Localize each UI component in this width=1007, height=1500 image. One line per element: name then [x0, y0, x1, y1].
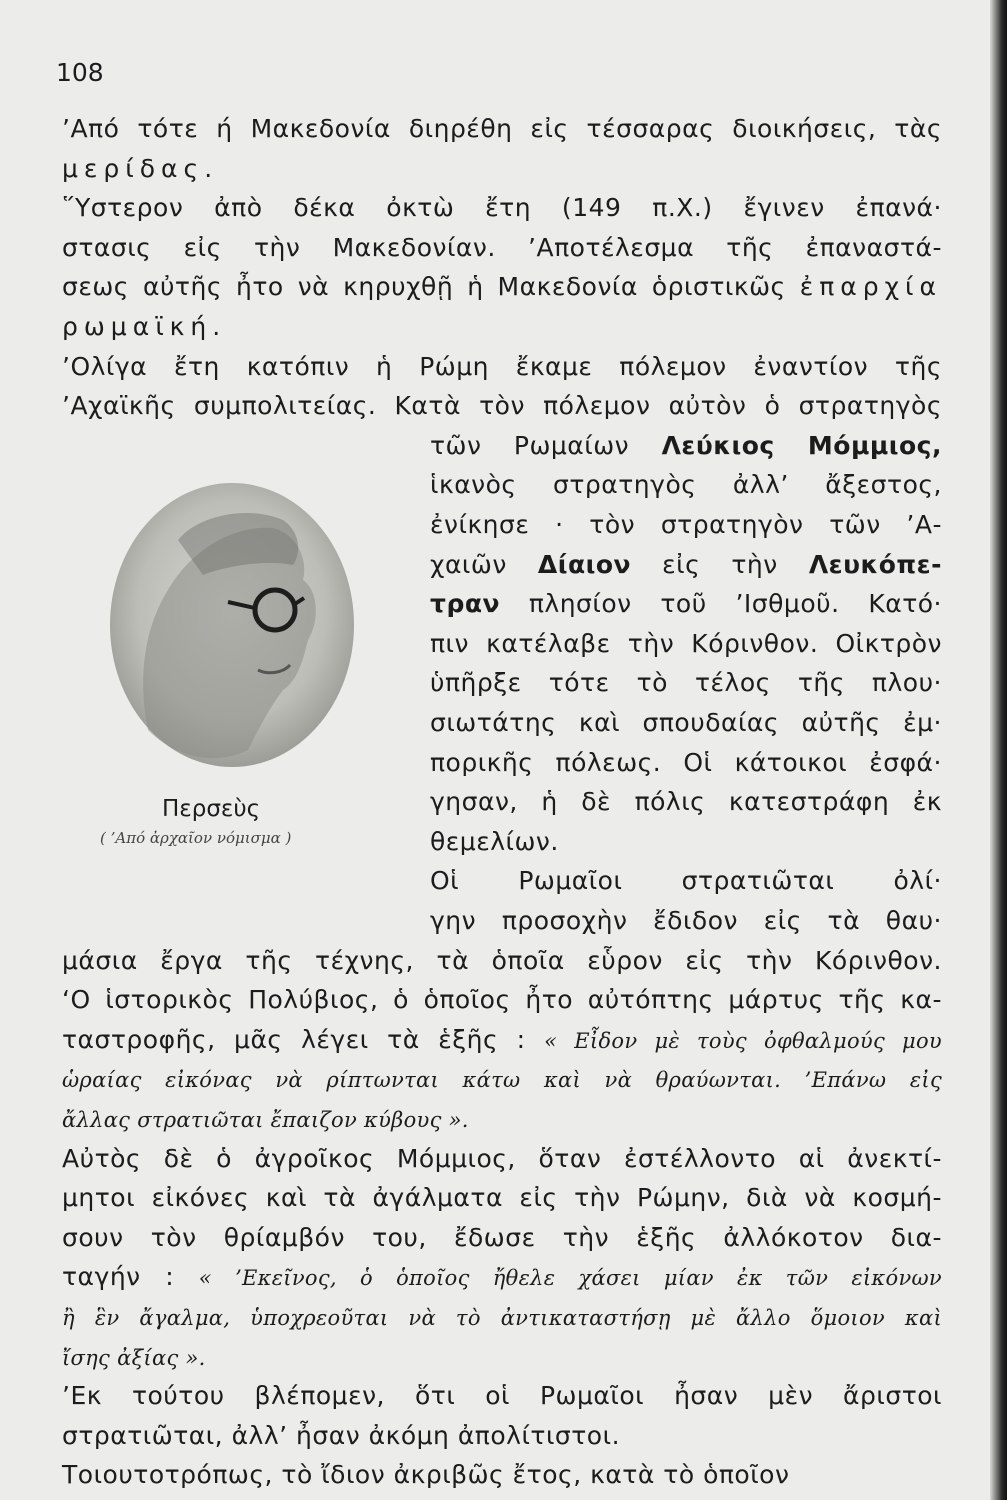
text-segment: γησαν, ἡ δὲ πόλις κατεστράφη ἐκ	[430, 787, 942, 817]
text-line	[62, 1023, 942, 1058]
text-line	[62, 1181, 942, 1215]
text-segment: ῞Υστερον ἀπὸ δέκα ὀκτὼ ἔτη (149 π.Χ.) ἔγινεν ἐπανά·	[62, 193, 942, 223]
text-segment: Τοιουτοτρόπως, τὸ ἴδιον ἀκριβῶς ἔτος, κατὰ τὸ ὁποῖον	[62, 1460, 790, 1490]
text-segment: Λευκόπε-	[808, 549, 942, 579]
text-segment: ’Από τότε ή Μακεδονία διηρέθη εἰς τέσσαρας διοικήσεις, τὰς	[62, 114, 942, 143]
text-line	[62, 1142, 942, 1176]
text-line	[62, 983, 942, 1017]
text-segment: Δίαιον	[537, 549, 632, 579]
text-line	[62, 944, 942, 978]
text-segment: σιωτάτης καὶ σπουδαίας αὐτῆς ἐμ·	[430, 708, 942, 737]
text-segment: πλησίον τοῦ ’Ισθμοῦ. Κατό·	[500, 589, 942, 619]
text-line	[62, 389, 942, 423]
text-segment: θεμελίων.	[430, 826, 559, 856]
text-segment: « ’Εκεῖνος, ὁ ὁποῖος ἤθελε χάσει μίαν ἐκ τῶν εἰκόνων	[198, 1266, 942, 1291]
text-segment: στρατιῶται, ἀλλ’ ἦσαν ἀκόμη ἀπολίτιστοι.	[62, 1420, 621, 1450]
text-segment: πιν κατέλαβε τὴν Κόρινθον. Οἰκτρὸν	[430, 628, 942, 658]
page-edge-shadow	[990, 0, 1007, 1500]
text-segment: Λεύκιος Μόμμιος,	[661, 430, 942, 460]
text-segment: εἰς τὴν	[631, 549, 809, 579]
text-line	[62, 1379, 942, 1413]
text-segment: γην προσοχὴν ἔδιδον εἰς τὰ θαυ·	[430, 906, 942, 935]
text-line	[430, 904, 942, 938]
text-segment: Αὐτὸς δὲ ὁ ἀγροῖκος Μόμμιος, ὅταν ἐστέλλοντο αἱ ἀνεκτί-	[62, 1143, 942, 1173]
text-line	[62, 270, 942, 304]
text-line	[430, 468, 942, 502]
text-line	[62, 1340, 942, 1375]
text-line	[62, 350, 942, 384]
text-line	[62, 152, 942, 186]
text-segment: ὑπῆρξε τότε τὸ τέλος τῆς πλου·	[430, 668, 942, 698]
text-line	[62, 1062, 942, 1097]
text-segment: ταγήν :	[62, 1262, 199, 1292]
text-segment: ἱκανὸς στρατηγὸς ἀλλ’ ἄξεστος,	[430, 470, 942, 500]
text-segment: ἢ ἓν ἄγαλμα, ὑποχρεοῦται νὰ τὸ ἀντικαταστήσῃ μὲ ἄλλο ὅμοιον καὶ	[62, 1306, 942, 1330]
text-segment: ἐπαρχία	[799, 272, 942, 302]
text-segment: ἄλλας στρατιῶται ἔπαιζον κύβους ».	[62, 1108, 469, 1132]
image-caption-title: Περσεὺς	[162, 796, 261, 822]
text-segment: « Εἶδον μὲ τοὺς ὀφθαλμούς μου	[544, 1028, 942, 1053]
text-line	[62, 1300, 942, 1335]
text-segment: μάσια ἔργα τῆς τέχνης, τὰ ὁποῖα εὗρον εἰς τὴν Κόρινθον.	[62, 945, 942, 975]
text-segment: ταστροφῆς, μᾶς λέγει τὰ ἑξῆς :	[62, 1024, 545, 1054]
text-line	[430, 627, 942, 661]
text-segment: ὡραίας εἰκόνας νὰ ρίπτωνται κάτω καὶ νὰ θραύωνται. ’Επάνω εἰς	[62, 1068, 942, 1093]
page-number: 108	[56, 58, 104, 87]
text-segment: ἴσης ἀξίας ».	[62, 1345, 206, 1370]
text-line	[62, 191, 942, 225]
text-segment: τραν	[430, 589, 501, 619]
text-segment: ‘Ο ἱστορικὸς Πολύβιος, ὁ ὁποῖος ἦτο αὐτόπτης μάρτυς τῆς κα-	[62, 985, 942, 1015]
text-segment: πορικῆς πόλεως. Οἱ κάτοικοι ἐσφά·	[430, 747, 942, 777]
text-line	[62, 310, 942, 344]
text-line	[62, 112, 942, 146]
text-line	[62, 1221, 942, 1255]
text-segment: χαιῶν	[430, 549, 538, 579]
text-segment: ’Εκ τούτου βλέπομεν, ὅτι οἱ Ρωμαῖοι ἦσαν μὲν ἄριστοι	[62, 1381, 942, 1411]
text-line	[430, 508, 942, 542]
image-caption-source: ( ’Από ἀρχαῖον νόμισμα )	[100, 829, 292, 847]
text-segment: μερίδας.	[62, 153, 219, 183]
text-line	[430, 706, 942, 740]
text-line	[430, 785, 942, 819]
text-segment: ’Αχαϊκῆς συμπολιτείας. Κατὰ τὸν πόλεμον αὐτὸν ὁ στρατηγὸς	[62, 391, 942, 421]
text-segment: σεως αὐτῆς ἦτο νὰ κηρυχθῇ ἡ Μακεδονία ὁριστικῶς	[62, 272, 800, 302]
text-segment: Οἱ Ρωμαῖοι στρατιῶται ὀλί·	[430, 866, 942, 896]
text-segment: μητοι εἰκόνες καὶ τὰ ἀγάλματα εἰς τὴν Ρώμην, διὰ νὰ κοσμή-	[62, 1183, 942, 1213]
text-line	[62, 1102, 942, 1137]
text-segment: ’Ολίγα ἔτη κατόπιν ἡ Ρώμη ἔκαμε πόλεμον ἐναντίον τῆς	[62, 351, 942, 381]
text-segment: τῶν Ρωμαίων	[430, 430, 662, 460]
text-line	[62, 1458, 942, 1492]
text-line	[430, 429, 942, 463]
coin-image	[108, 480, 356, 770]
text-line	[62, 1419, 942, 1453]
text-line	[430, 666, 942, 700]
text-line	[430, 864, 942, 898]
text-segment: ρωμαϊκή.	[62, 312, 227, 341]
text-line	[430, 825, 942, 859]
text-segment: ἐνίκησε · τὸν στρατηγὸν τῶν ’Α-	[430, 510, 942, 539]
text-segment: σουν τὸν θρίαμβόν του, ἔδωσε τὴν ἑξῆς ἀλλόκοτον δια-	[62, 1222, 942, 1252]
text-line	[62, 231, 942, 265]
text-line	[430, 587, 942, 621]
text-line	[430, 548, 942, 582]
text-line	[62, 1260, 942, 1295]
text-segment: στασις εἰς τὴν Μακεδονίαν. ’Αποτέλεσμα τῆς ἐπαναστά-	[62, 232, 942, 262]
text-line	[430, 746, 942, 780]
